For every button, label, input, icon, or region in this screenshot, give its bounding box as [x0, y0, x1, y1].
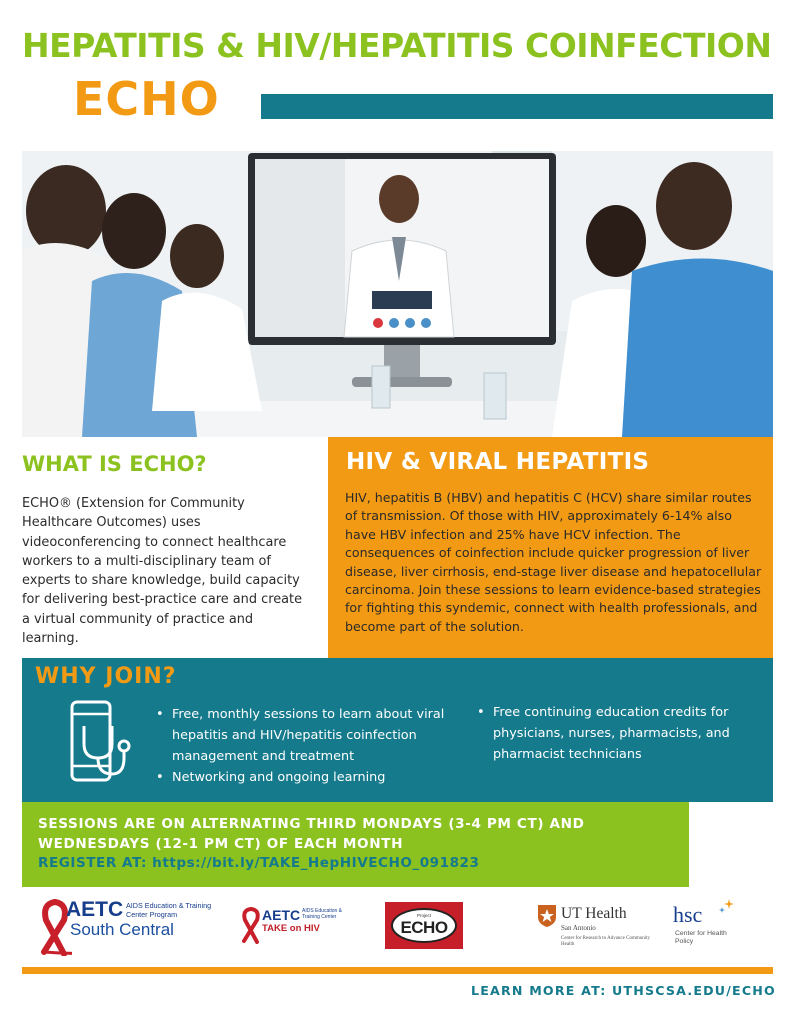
sessions-panel: [22, 802, 689, 887]
why-join-heading: WHY JOIN?: [35, 664, 177, 689]
hiv-viral-hepatitis-panel: [328, 437, 773, 658]
echo-logo-wordmark: ECHO: [400, 918, 448, 937]
footer-divider: [22, 967, 773, 974]
aetc-take-tagline: AIDS Education & Training Center: [302, 908, 343, 920]
hsc-wordmark: hsc: [673, 902, 703, 927]
aetc-take-wordmark: AETC: [262, 907, 301, 923]
hsc-subtitle: Center for Health Policy: [675, 930, 727, 945]
shield-star-icon: [537, 904, 557, 928]
hsc-logo: [673, 898, 743, 950]
ut-health-wordmark: UT Health: [561, 905, 627, 922]
aetc-take-on-hiv-logo: [240, 906, 350, 946]
register-link[interactable]: REGISTER AT: https://bit.ly/TAKE_HepHIVECHO_091823: [38, 855, 480, 871]
what-is-echo-text: ECHO® (Extension for Community Healthcare Outcomes) uses videoconferencing to connect healthcare workers to a multi-disciplinary team of experts to share knowledge, build capacity for delivering best-practice care and create a virtual community of practice and learning.: [22, 496, 303, 647]
ut-health-center: Center for Research to Advance Community Health: [561, 936, 651, 947]
telehealth-meeting-illustration: [22, 151, 773, 437]
hiv-viral-hepatitis-text: HIV, hepatitis B (HBV) and hepatitis C (HCV) share similar routes of transmission. Of those with HIV, approximately 6-14% also have HBV infection and 25% have HCV infection. The consequences of coinfection include quicker progression of liver disease, liver cirrhosis, end-stage liver disease and hepatocellular carcinoma. Join these sessions to learn evidence-based strategies for fighting this syndemic, connect with health professionals, and become part of the solution.: [345, 490, 762, 634]
what-is-echo-heading: WHAT IS ECHO?: [22, 452, 207, 476]
ut-health-logo: [537, 903, 651, 953]
learn-more-link[interactable]: LEARN MORE AT: UTHSCSA.EDU/ECHO: [471, 983, 776, 998]
list-item: • Networking and ongoing learning: [154, 767, 464, 788]
aetc-tagline: AIDS Education & Training Center Program: [126, 901, 212, 919]
ut-health-location: San Antonio: [561, 924, 596, 932]
decorative-bar: [261, 94, 773, 119]
telehealth-phone-icon: [66, 700, 142, 786]
echo-logo-oval: [391, 908, 457, 943]
sparkle-icon: [717, 898, 735, 916]
hero-photo: [22, 151, 773, 437]
hiv-viral-hepatitis-heading: HIV & VIRAL HEPATITIS: [346, 449, 650, 475]
page-title: HEPATITIS & HIV/HEPATITIS COINFECTION: [22, 26, 772, 65]
aetc-south-central-logo: [38, 896, 218, 956]
take-on-hiv-label: TAKE on HIV: [262, 923, 320, 934]
list-item: • Free, monthly sessions to learn about viral hepatitis and HIV/hepatitis coinfection management and treatment: [154, 704, 464, 767]
project-echo-logo: [385, 902, 463, 949]
aetc-region: South Central: [70, 920, 174, 939]
session-schedule: SESSIONS ARE ON ALTERNATING THIRD MONDAYS (3-4 PM CT) AND WEDNESDAYS (12-1 PM CT) OF EACH MONTH: [38, 816, 585, 852]
echo-logo-project: Project: [416, 913, 431, 918]
list-item: • Free continuing education credits for physicians, nurses, pharmacists, and pharmacist technicians: [475, 702, 765, 765]
aetc-wordmark: AETC: [66, 898, 124, 921]
red-ribbon-icon: [240, 906, 262, 944]
why-join-list-left: [154, 704, 464, 788]
why-join-panel: [22, 658, 773, 802]
page-subtitle: ECHO: [73, 72, 220, 126]
why-join-list-right: [475, 702, 765, 765]
